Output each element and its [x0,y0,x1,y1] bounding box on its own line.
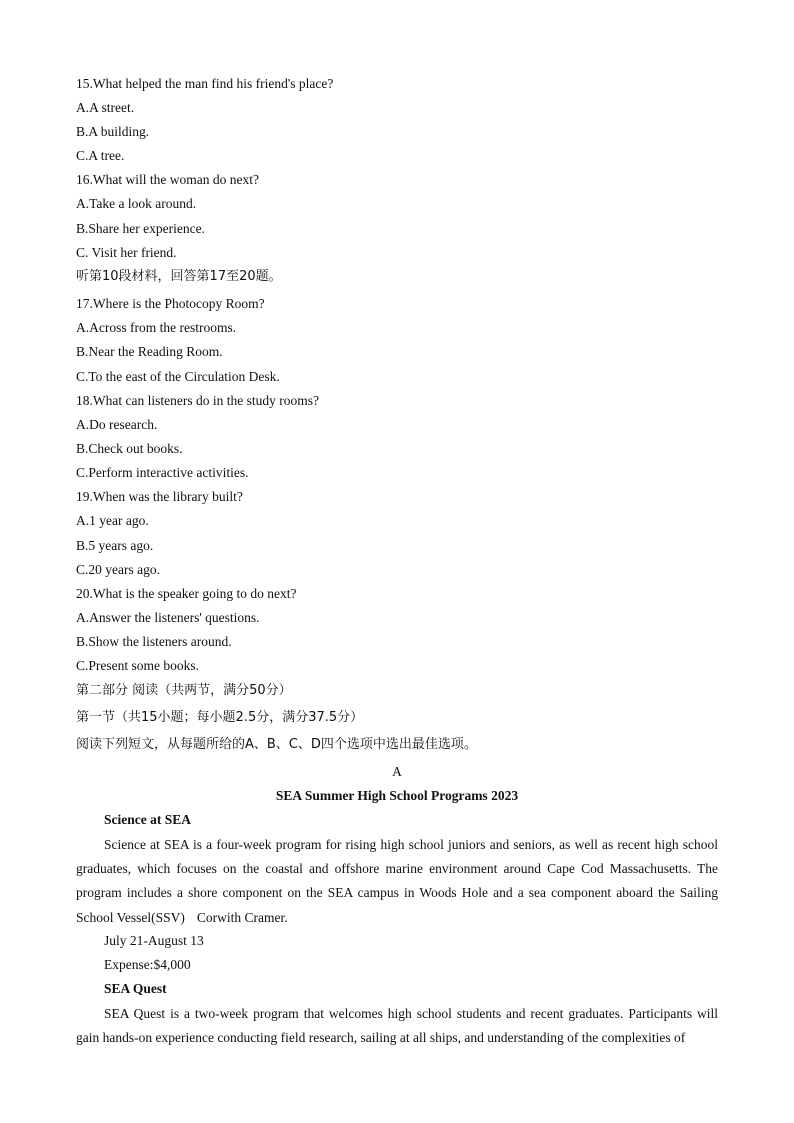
option-19b: B.5 years ago. [76,538,154,553]
program1-description [76,833,718,930]
option-15b: B.A building. [76,124,150,139]
option-19c: C.20 years ago. [76,562,160,577]
option-20c: C.Present some books. [76,658,199,673]
material-10-instruction: 听第10段材料，回答第17至20题。 [76,269,282,284]
option-18a: A.Do research. [76,417,158,432]
option-17c: C.To the east of the Circulation Desk. [76,369,280,384]
option-20b: B.Show the listeners around. [76,634,232,649]
option-20a: A.Answer the listeners' questions. [76,610,260,625]
option-18b: B.Check out books. [76,441,183,456]
option-18c: C.Perform interactive activities. [76,465,249,480]
question-17: 17.Where is the Photocopy Room? [76,296,265,311]
program1-dates: July 21-August 13 [104,933,204,948]
option-19a: A.1 year ago. [76,513,149,528]
option-17b: B.Near the Reading Room. [76,344,223,359]
option-16c: C. Visit her friend. [76,245,177,260]
question-18: 18.What can listeners do in the study rooms? [76,393,319,408]
option-17a: A.Across from the restrooms. [76,320,237,335]
option-16b: B.Share her experience. [76,221,205,236]
program1-heading: Science at SEA [104,812,191,827]
passage-title: SEA Summer High School Programs 2023 [275,788,519,803]
program2-description: SEA Quest is a two-week program that welcomes high school students and recent graduates. Participants will gain hands-on experience conducting field research, sailing at all ships, and understanding of the complexities of [76,1006,718,1046]
program2-heading: SEA Quest [104,981,167,996]
question-20: 20.What is the speaker going to do next? [76,586,297,601]
option-15c: C.A tree. [76,148,125,163]
reading-instruction: 阅读下列短文，从每题所给的A、B、C、D四个选项中选出最佳选项。 [76,737,477,752]
passage-letter: A [392,764,402,779]
option-16a: A.Take a look around. [76,196,197,211]
option-15a: A.A street. [76,100,135,115]
section-one-heading: 第一节（共15小题；每小题2.5分，满分37.5分） [76,710,364,725]
program1-expense: Expense:$4,000 [104,957,191,972]
question-15: 15.What helped the man find his friend's place? [76,76,334,91]
part-two-heading: 第二部分 阅读（共两节，满分50分） [76,683,292,698]
program1-description-text: Science at SEA is a four-week program for rising high school juniors and seniors, as well as recent high school graduates, which focuses on the coastal and offshore marine environment around Cape Cod Massachusetts. The program includes a shore component on the SEA campus in Woods Hole and a sea component aboard the Sailing School Vessel(SSV) [76,837,718,925]
program1-vessel-name: Corwith Cramer. [196,909,288,925]
question-16: 16.What will the woman do next? [76,172,259,187]
question-19: 19.When was the library built? [76,489,243,504]
